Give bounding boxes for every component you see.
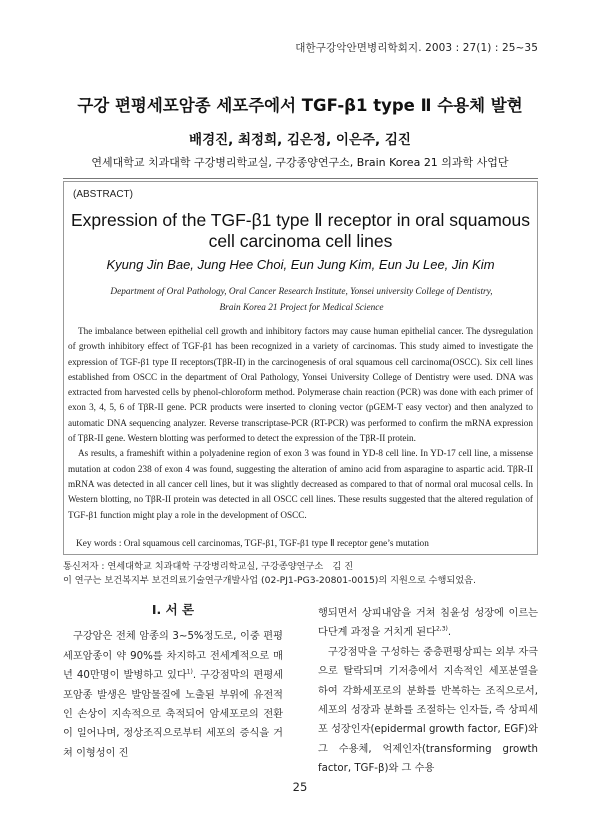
right-column [318, 604, 538, 779]
abstract-label: (ABSTRACT) [73, 189, 133, 200]
funding-note: 이 연구는 보건복지부 보건의료기술연구개발사업 (02-PJ1-PG3-20801-0015)의 지원으로 수행되었음. [63, 575, 476, 586]
intro-paragraph-1-cont [318, 604, 538, 643]
correspondence-note: 통신저자 : 연세대학교 치과대학 구강병리학교실, 구강종양연구소 김 진 [63, 561, 354, 572]
title-korean: 구강 편평세포암종 세포주에서 TGF-β1 type Ⅱ 수용체 발현 [77, 96, 523, 115]
left-column [63, 600, 283, 763]
title-english [64, 210, 537, 252]
page-number: 25 [292, 780, 308, 794]
intro-text-1-cont: . 구강점막의 편평세포암종 발생은 발암물질에 노출된 부위에 유전적인 손상이 지속적으로 축적되어 암세포로의 전환이 일어나며, 정상조직으로부터 세포의 증식을 거쳐 이형성이 진 [63, 670, 283, 759]
section-heading-introduction: Ⅰ. 서 론 [151, 602, 195, 617]
affiliation-korean: 연세대학교 치과대학 구강병리학교실, 구강종양연구소, Brain Korea 21 의과학 사업단 [91, 156, 509, 169]
intro-paragraph-1 [63, 627, 283, 763]
title-english-line2: cell carcinoma cell lines [208, 231, 393, 251]
affiliation-english-line1: Department of Oral Pathology, Oral Cancer Research Institute, Yonsei university College of Dentistry, [110, 287, 493, 297]
reference-marker: 2,3) [435, 626, 448, 634]
affiliation-english [94, 284, 509, 316]
intro-paragraph-2: 구강점막을 구성하는 중층편평상피는 외부 자극으로 탈락되며 기저층에서 지속적인 세포분열을 하여 각화세포로의 분화를 반복하는 조직으로서, 세포의 성장과 분화를 조절하는 인자들, 즉 상피세포 성장인자(epidermal growth factor, EGF)와 그 수용체, 억제인자(transforming growth factor, TGF-β)와 그 수용 [318, 646, 538, 775]
footnotes [63, 560, 538, 588]
abstract-paragraph-2: As results, a frameshift within a polyadenine region of exon 3 was found in YD-8 cell line. In YD-17 cell line, a missense mutation at codon 238 of exon 4 was found, suggesting the alteration of amino acid from asparagine to aspartic acid. TβR-II mRNA was detected in all cancer cell lines, but it was slightly decreased as compared to that of normal oral mucosal cells. In Western blotting, no TβR-II protein was detected in all OSCC cell lines. These results suggested that the altered regulation of TGF-β1 function might play a role in the development of OSCC. [68, 448, 533, 520]
intro-text-2: 행되면서 상피내암을 거쳐 침윤성 성장에 이르는 다단계 과정을 거치게 된다 [318, 608, 538, 639]
title-english-line1: Expression of the TGF-β1 type Ⅱ receptor in oral squamous [71, 210, 530, 230]
keywords: Key words : Oral squamous cell carcinomas, TGF-β1, TGF-β1 type Ⅱ receptor gene’s mutation [76, 539, 429, 549]
affiliation-english-line2: Brain Korea 21 Project for Medical Science [219, 303, 384, 313]
intro-text-2-end: . [447, 627, 452, 639]
journal-header: 대한구강악안면병리학회지. 2003 : 27(1) : 25~35 [295, 42, 538, 54]
authors-english: Kyung Jin Bae, Jung Hee Choi, Eun Jung Kim, Eun Ju Lee, Jin Kim [106, 257, 495, 272]
authors-korean: 배경진, 최정희, 김은정, 이은주, 김진 [189, 132, 411, 148]
abstract-paragraph-1: The imbalance between epithelial cell growth and inhibitory factors may cause human epithelial cancer. The dysregulation of growth inhibitory effect of TGF-β1 has been recognized in a variety of carcinomas. This study aimed to investigate the expression of TGF-β1 type II receptors(TβR-II) in the carcinogenesis of oral squamous cell carcinoma(OSCC). Six cell lines established from OSCC in the department of Oral Pathology, Yonsei University College of Dentistry were used. DNA was extracted from harvested cells by phenol-chloroform method. Polymerase chain reaction (PCR) was done with each primer of exon 3, 4, 5, 6 of TβR-II gene. PCR products were inserted to cloning vector (pGEM-T easy vector) and then analyzed to automatic DNA sequencing analyzer. Reverse transcriptase-PCR (RT-PCR) was performed to confirm the mRNA expression of TβR-II gene. Western blotting was performed to detect the expression of the TβR-II protein. [68, 326, 533, 444]
top-rule [63, 178, 538, 179]
intro-text-1: 구강암은 전체 암종의 3∼5%정도로, 이중 편평세포암종이 약 90%를 차지하고 전세계적으로 매년 40만명이 발병하고 있다 [63, 631, 283, 682]
abstract-body [68, 324, 533, 523]
reference-marker: 1) [186, 668, 193, 676]
abstract-box [63, 181, 538, 555]
